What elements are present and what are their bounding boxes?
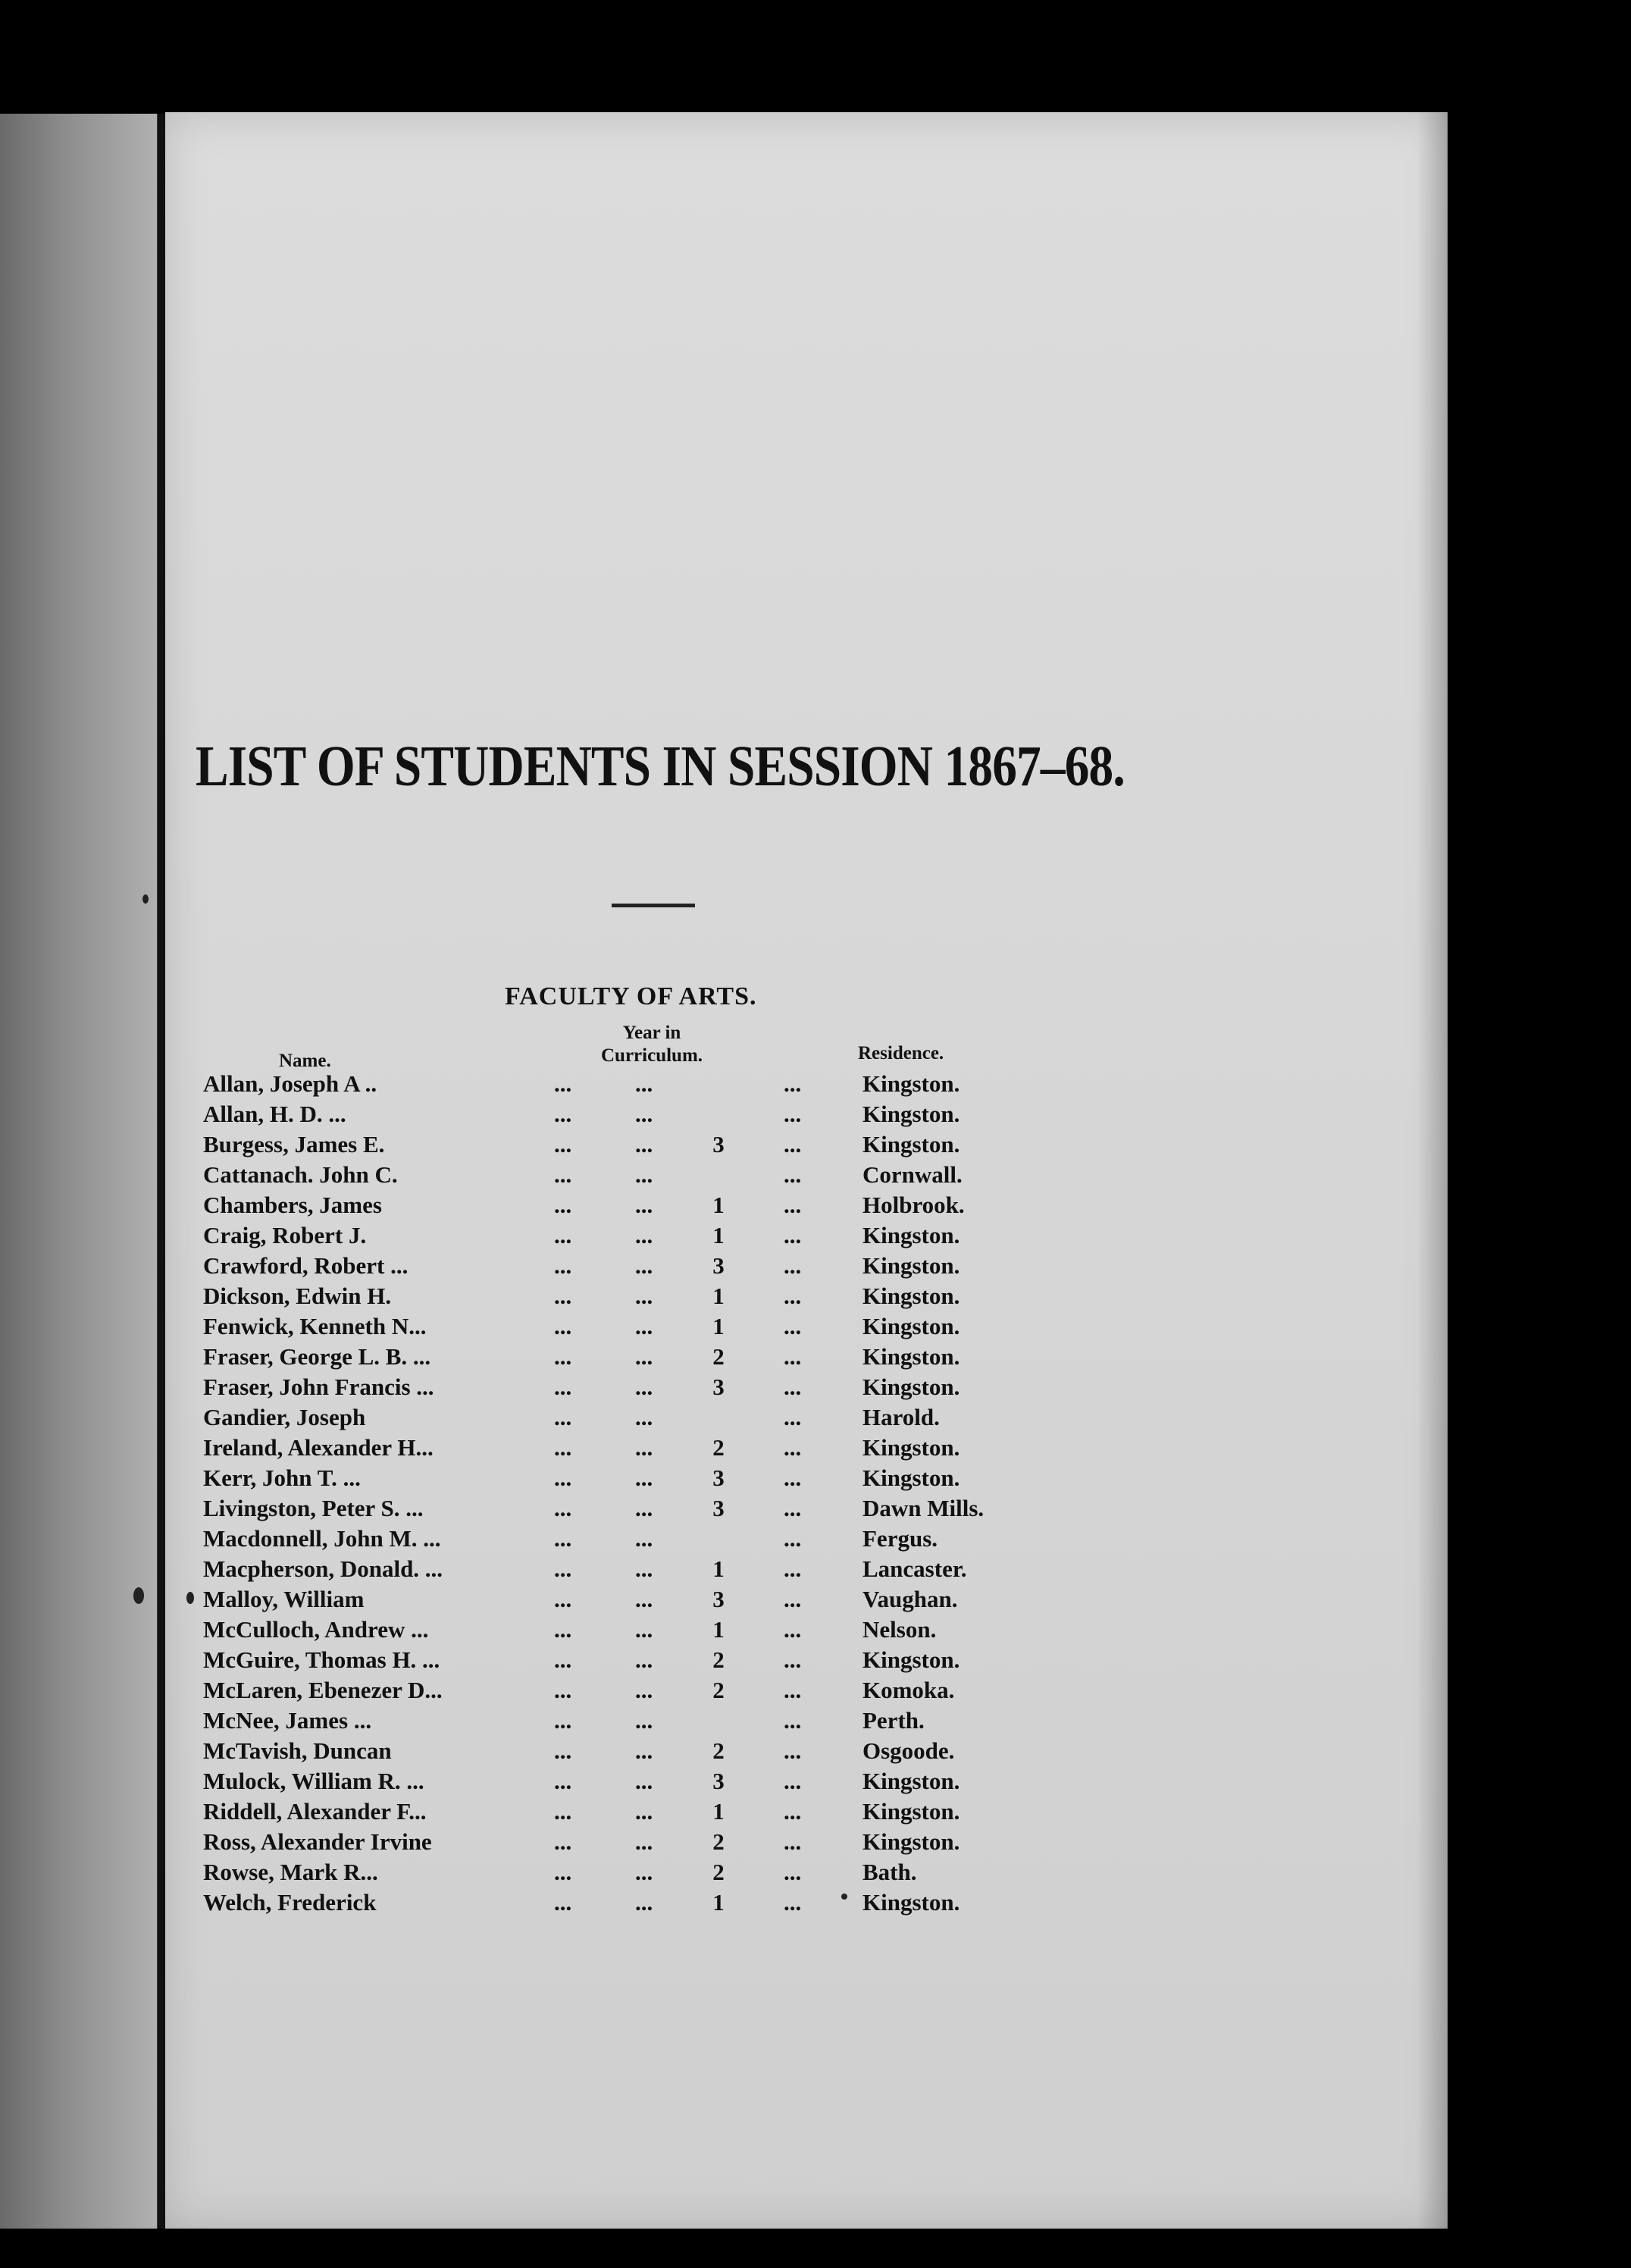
- student-name: Ireland, Alexander H...: [203, 1434, 434, 1461]
- leader-dots: ...: [635, 1555, 653, 1582]
- student-residence: Perth.: [862, 1707, 925, 1734]
- student-name: Cattanach. John C.: [203, 1161, 398, 1188]
- leader-dots: ...: [635, 1374, 653, 1400]
- student-row: [203, 1283, 1188, 1313]
- leader-dots: ...: [635, 1161, 653, 1188]
- student-residence: Kingston.: [862, 1070, 960, 1097]
- student-residence: Cornwall.: [862, 1161, 963, 1188]
- leader-dots: ...: [784, 1101, 802, 1127]
- page-title: LIST OF STUDENTS IN SESSION 1867–68.: [196, 735, 1125, 798]
- leader-dots: ...: [554, 1646, 572, 1673]
- leader-dots: ...: [635, 1131, 653, 1157]
- leader-dots: ...: [784, 1677, 802, 1703]
- student-year: 1: [712, 1313, 725, 1339]
- student-year: 1: [712, 1555, 725, 1582]
- leader-dots: ...: [635, 1586, 653, 1612]
- leader-dots: ...: [784, 1222, 802, 1248]
- column-header-name: Name.: [279, 1051, 331, 1071]
- student-name: Mulock, William R. ...: [203, 1768, 424, 1794]
- student-year: 1: [712, 1192, 725, 1218]
- leader-dots: ...: [635, 1495, 653, 1521]
- student-residence: Osgoode.: [862, 1737, 955, 1764]
- student-residence: Kingston.: [862, 1101, 960, 1127]
- ink-fleck: [186, 1592, 194, 1604]
- leader-dots: ...: [635, 1222, 653, 1248]
- student-row: [203, 1768, 1188, 1798]
- leader-dots: ...: [784, 1707, 802, 1734]
- student-year: 1: [712, 1616, 725, 1643]
- student-residence: Kingston.: [862, 1434, 960, 1461]
- leader-dots: ...: [554, 1677, 572, 1703]
- leader-dots: ...: [554, 1495, 572, 1521]
- student-row: [203, 1222, 1188, 1252]
- student-year: 3: [712, 1374, 725, 1400]
- student-row: [203, 1677, 1188, 1707]
- leader-dots: ...: [784, 1343, 802, 1370]
- student-row: [203, 1828, 1188, 1859]
- leader-dots: ...: [635, 1070, 653, 1097]
- ink-fleck: [133, 1587, 144, 1604]
- leader-dots: ...: [635, 1889, 653, 1916]
- student-row: [203, 1889, 1188, 1919]
- leader-dots: ...: [784, 1192, 802, 1218]
- leader-dots: ...: [784, 1464, 802, 1491]
- leader-dots: ...: [554, 1464, 572, 1491]
- student-residence: Kingston.: [862, 1343, 960, 1370]
- student-row: [203, 1252, 1188, 1283]
- student-name: Kerr, John T. ...: [203, 1464, 361, 1491]
- student-row: [203, 1798, 1188, 1828]
- leader-dots: ...: [784, 1374, 802, 1400]
- student-row: [203, 1192, 1188, 1222]
- student-row: [203, 1101, 1188, 1131]
- student-name: Burgess, James E.: [203, 1131, 385, 1157]
- leader-dots: ...: [784, 1859, 802, 1885]
- student-name: McLaren, Ebenezer D...: [203, 1677, 443, 1703]
- leader-dots: ...: [554, 1101, 572, 1127]
- leader-dots: ...: [635, 1434, 653, 1461]
- leader-dots: ...: [784, 1525, 802, 1552]
- leader-dots: ...: [635, 1404, 653, 1430]
- student-name: McCulloch, Andrew ...: [203, 1616, 429, 1643]
- leader-dots: ...: [554, 1889, 572, 1916]
- student-residence: Holbrook.: [862, 1192, 965, 1218]
- leader-dots: ...: [784, 1586, 802, 1612]
- column-header-year: [601, 1022, 703, 1067]
- student-year: 2: [712, 1737, 725, 1764]
- leader-dots: ...: [635, 1828, 653, 1855]
- student-row: [203, 1434, 1188, 1464]
- leader-dots: ...: [554, 1283, 572, 1309]
- leader-dots: ...: [635, 1737, 653, 1764]
- student-residence: Lancaster.: [862, 1555, 967, 1582]
- leader-dots: ...: [635, 1616, 653, 1643]
- student-row: [203, 1070, 1188, 1101]
- leader-dots: ...: [554, 1434, 572, 1461]
- student-year: 1: [712, 1222, 725, 1248]
- ink-fleck: [142, 894, 149, 904]
- leader-dots: ...: [784, 1646, 802, 1673]
- leader-dots: ...: [554, 1859, 572, 1885]
- leader-dots: ...: [784, 1889, 802, 1916]
- page-edge-shade: [1417, 112, 1448, 2229]
- leader-dots: ...: [784, 1252, 802, 1279]
- leader-dots: ...: [554, 1707, 572, 1734]
- student-residence: Kingston.: [862, 1222, 960, 1248]
- student-name: Macdonnell, John M. ...: [203, 1525, 441, 1552]
- student-row: [203, 1374, 1188, 1404]
- student-name: Allan, H. D. ...: [203, 1101, 346, 1127]
- leader-dots: ...: [635, 1646, 653, 1673]
- leader-dots: ...: [784, 1555, 802, 1582]
- student-residence: Harold.: [862, 1404, 940, 1430]
- leader-dots: ...: [784, 1161, 802, 1188]
- facing-page-fragment: [0, 114, 171, 2229]
- book-gutter: [158, 114, 165, 2229]
- student-name: Allan, Joseph A ..: [203, 1070, 377, 1097]
- student-row: [203, 1707, 1188, 1737]
- student-name: Welch, Frederick: [203, 1889, 377, 1916]
- leader-dots: ...: [784, 1737, 802, 1764]
- student-name: Fraser, George L. B. ...: [203, 1343, 431, 1370]
- student-name: Craig, Robert J.: [203, 1222, 367, 1248]
- leader-dots: ...: [554, 1798, 572, 1825]
- student-row: [203, 1859, 1188, 1889]
- leader-dots: ...: [554, 1828, 572, 1855]
- student-name: Riddell, Alexander F...: [203, 1798, 427, 1825]
- student-row: [203, 1646, 1188, 1677]
- student-residence: Kingston.: [862, 1313, 960, 1339]
- student-name: Fraser, John Francis ...: [203, 1374, 434, 1400]
- student-residence: Nelson.: [862, 1616, 937, 1643]
- student-residence: Kingston.: [862, 1889, 960, 1916]
- student-row: [203, 1404, 1188, 1434]
- student-residence: Komoka.: [862, 1677, 955, 1703]
- leader-dots: ...: [554, 1616, 572, 1643]
- student-residence: Kingston.: [862, 1464, 960, 1491]
- student-year: 2: [712, 1859, 725, 1885]
- leader-dots: ...: [635, 1283, 653, 1309]
- student-year: 3: [712, 1464, 725, 1491]
- student-name: McTavish, Duncan: [203, 1737, 392, 1764]
- student-row: [203, 1131, 1188, 1161]
- column-header-residence: Residence.: [858, 1043, 944, 1064]
- leader-dots: ...: [554, 1768, 572, 1794]
- leader-dots: ...: [635, 1798, 653, 1825]
- leader-dots: ...: [554, 1374, 572, 1400]
- leader-dots: ...: [554, 1525, 572, 1552]
- student-row: [203, 1495, 1188, 1525]
- student-year: 3: [712, 1495, 725, 1521]
- leader-dots: ...: [784, 1828, 802, 1855]
- student-residence: Kingston.: [862, 1252, 960, 1279]
- leader-dots: ...: [784, 1404, 802, 1430]
- student-row: [203, 1555, 1188, 1586]
- leader-dots: ...: [635, 1252, 653, 1279]
- student-name: Malloy, William: [203, 1586, 365, 1612]
- student-residence: Dawn Mills.: [862, 1495, 985, 1521]
- student-name: Gandier, Joseph: [203, 1404, 366, 1430]
- student-year: 1: [712, 1283, 725, 1309]
- title-rule: [612, 904, 695, 907]
- leader-dots: ...: [784, 1283, 802, 1309]
- student-year: 3: [712, 1252, 725, 1279]
- leader-dots: ...: [784, 1434, 802, 1461]
- leader-dots: ...: [554, 1555, 572, 1582]
- student-residence: Kingston.: [862, 1283, 960, 1309]
- leader-dots: ...: [784, 1313, 802, 1339]
- leader-dots: ...: [635, 1677, 653, 1703]
- student-name: Livingston, Peter S. ...: [203, 1495, 424, 1521]
- leader-dots: ...: [554, 1131, 572, 1157]
- student-year: 2: [712, 1646, 725, 1673]
- leader-dots: ...: [784, 1768, 802, 1794]
- student-row: [203, 1161, 1188, 1192]
- leader-dots: ...: [635, 1707, 653, 1734]
- student-year: 3: [712, 1131, 725, 1157]
- student-name: Chambers, James: [203, 1192, 382, 1218]
- student-residence: Kingston.: [862, 1374, 960, 1400]
- leader-dots: ...: [635, 1313, 653, 1339]
- student-residence: Fergus.: [862, 1525, 938, 1552]
- leader-dots: ...: [784, 1070, 802, 1097]
- leader-dots: ...: [554, 1586, 572, 1612]
- section-heading: FACULTY OF ARTS.: [505, 982, 757, 1010]
- student-row: [203, 1616, 1188, 1646]
- leader-dots: ...: [554, 1343, 572, 1370]
- leader-dots: ...: [784, 1616, 802, 1643]
- student-row: [203, 1343, 1188, 1374]
- column-header-year-line1: Year in: [622, 1023, 681, 1043]
- leader-dots: ...: [784, 1495, 802, 1521]
- student-year: 1: [712, 1889, 725, 1916]
- student-name: Dickson, Edwin H.: [203, 1283, 392, 1309]
- student-name: Ross, Alexander Irvine: [203, 1828, 432, 1855]
- student-row: [203, 1525, 1188, 1555]
- leader-dots: ...: [635, 1192, 653, 1218]
- leader-dots: ...: [554, 1161, 572, 1188]
- student-year: 2: [712, 1677, 725, 1703]
- student-residence: Kingston.: [862, 1798, 960, 1825]
- student-residence: Kingston.: [862, 1828, 960, 1855]
- leader-dots: ...: [635, 1525, 653, 1552]
- leader-dots: ...: [635, 1859, 653, 1885]
- student-row: [203, 1586, 1188, 1616]
- leader-dots: ...: [554, 1252, 572, 1279]
- leader-dots: ...: [784, 1798, 802, 1825]
- leader-dots: ...: [784, 1131, 802, 1157]
- student-year: 2: [712, 1343, 725, 1370]
- leader-dots: ...: [635, 1768, 653, 1794]
- leader-dots: ...: [554, 1192, 572, 1218]
- student-name: Macpherson, Donald. ...: [203, 1555, 443, 1582]
- student-name: McGuire, Thomas H. ...: [203, 1646, 440, 1673]
- leader-dots: ...: [635, 1464, 653, 1491]
- student-year: 1: [712, 1798, 725, 1825]
- student-row: [203, 1464, 1188, 1495]
- student-year: 2: [712, 1828, 725, 1855]
- student-residence: Bath.: [862, 1859, 917, 1885]
- leader-dots: ...: [554, 1404, 572, 1430]
- student-list: [203, 1070, 1188, 1919]
- leader-dots: ...: [635, 1101, 653, 1127]
- student-year: 3: [712, 1768, 725, 1794]
- leader-dots: ...: [635, 1343, 653, 1370]
- student-name: Crawford, Robert ...: [203, 1252, 409, 1279]
- student-residence: Vaughan.: [862, 1586, 958, 1612]
- leader-dots: ...: [554, 1222, 572, 1248]
- student-residence: Kingston.: [862, 1131, 960, 1157]
- column-header-year-line2: Curriculum.: [601, 1045, 703, 1066]
- leader-dots: ...: [554, 1737, 572, 1764]
- student-row: [203, 1737, 1188, 1768]
- student-name: Fenwick, Kenneth N...: [203, 1313, 427, 1339]
- student-name: McNee, James ...: [203, 1707, 372, 1734]
- student-year: 3: [712, 1586, 725, 1612]
- student-year: 2: [712, 1434, 725, 1461]
- leader-dots: ...: [554, 1070, 572, 1097]
- leader-dots: ...: [554, 1313, 572, 1339]
- student-residence: Kingston.: [862, 1768, 960, 1794]
- student-residence: Kingston.: [862, 1646, 960, 1673]
- student-row: [203, 1313, 1188, 1343]
- student-name: Rowse, Mark R...: [203, 1859, 378, 1885]
